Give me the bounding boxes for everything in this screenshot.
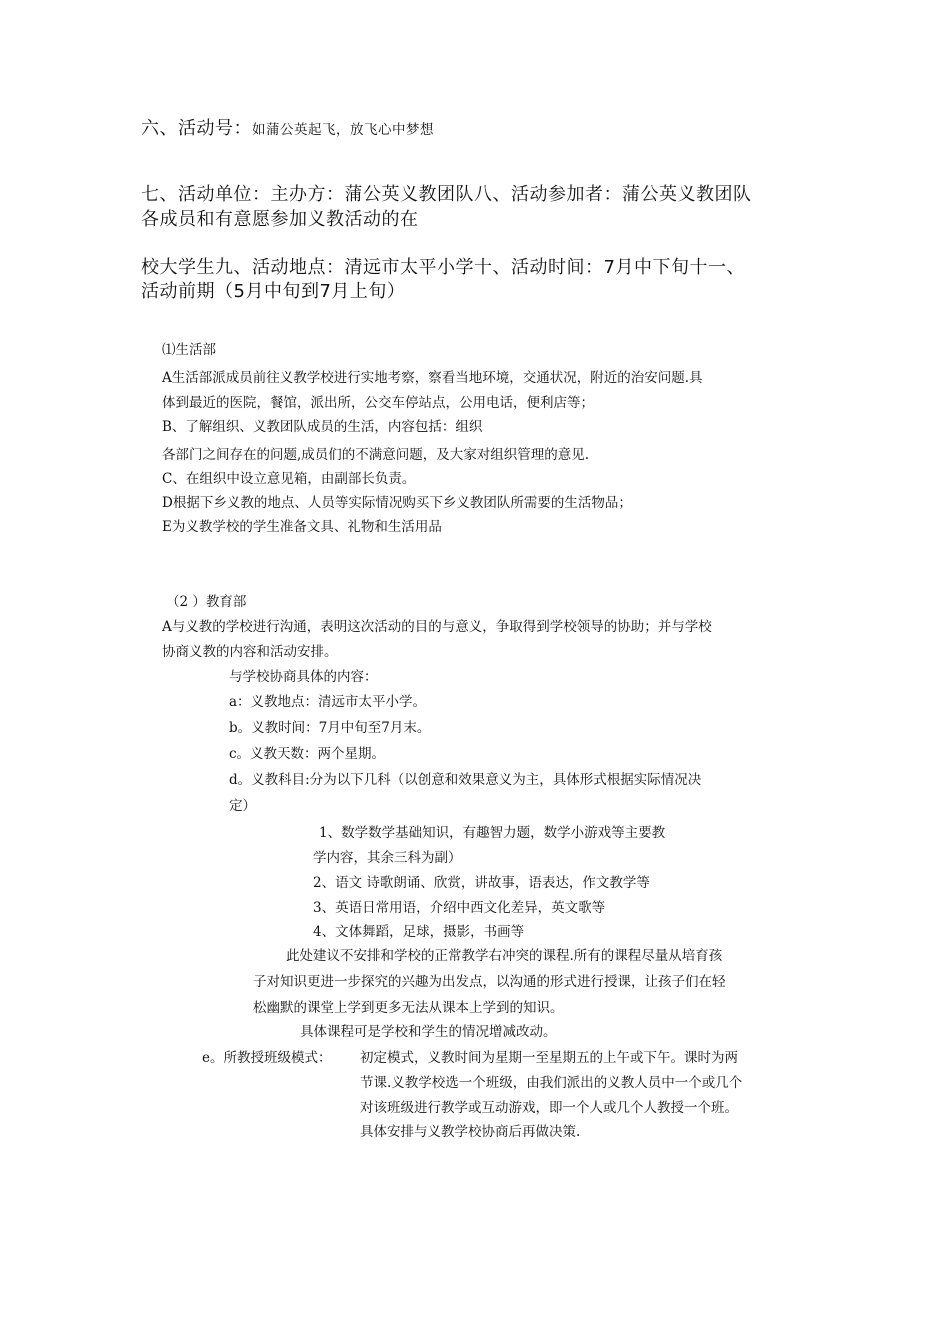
edu-dept-title: （2 ）教育部	[166, 594, 247, 610]
suggestion-line: 具体课程可是学校和学生的情况增减改动。	[300, 1024, 557, 1040]
class-mode-line: 具体安排与义教学校协商后再做决策.	[360, 1124, 581, 1140]
suggestion-line: 松幽默的课堂上学到更多无法从课本上学到的知识。	[253, 1000, 564, 1016]
class-mode-label: e。所教授班级模式：	[202, 1050, 332, 1066]
subject-line: 学内容，其余三科为副）	[313, 850, 462, 866]
life-dept-title: ⑴生活部	[162, 342, 216, 358]
section-six-text: 如蒲公英起飞，放飞心中梦想	[252, 122, 434, 138]
class-mode-line: 节课.义教学校选一个班级，由我们派出的义教人员中一个或几个	[360, 1075, 743, 1091]
suggestion-line: 子对知识更进一步探究的兴趣为出发点，以沟通的形式进行授课，让孩子们在轻	[253, 974, 726, 990]
life-dept-line: 体到最近的医院，餐馆，派出所，公交车停站点，公用电话，便利店等；	[162, 395, 594, 411]
life-dept-line: A生活部派成员前往义教学校进行实地考察，察看当地环境，交通状况，附近的治安问题.具	[162, 370, 703, 386]
life-dept-line: E为义教学校的学生准备文具、礼物和生活用品	[162, 519, 442, 535]
section-seven-line-4: 活动前期（5月中旬到7月上旬）	[141, 281, 406, 302]
life-dept-line: 各部门之间存在的问题,成员们的不满意问题，及大家对组织管理的意见.	[162, 447, 590, 463]
specifics-item: d。义教科目:分为以下几科（以创意和效果意义为主，具体形式根据实际情况决	[229, 772, 702, 788]
subject-line: 2、语文 诗歌朗诵、欣赏，讲故事，语表达，作文教学等	[313, 875, 650, 891]
class-mode-line: 对该班级进行教学或互动游戏，即一个人或几个人教授一个班。	[360, 1100, 738, 1116]
specifics-item: c。义教天数：两个星期。	[229, 746, 386, 762]
specifics-item: b。义教时间：7月中旬至7月末。	[229, 720, 431, 736]
life-dept-line: C、在组织中设立意见箱，由副部长负责。	[162, 471, 416, 487]
section-seven-line-2: 各成员和有意愿参加义教活动的在	[141, 209, 419, 230]
edu-dept-intro-line: 协商义教的内容和活动安排。	[162, 644, 338, 660]
subject-line: 1、数学数学基础知识，有趣智力题，数学小游戏等主要教	[319, 825, 666, 841]
section-six-label: 六、活动号：	[141, 118, 252, 139]
life-dept-line: B、了解组织、义教团队成员的生活，内容包括：组织	[162, 419, 483, 435]
section-seven-line-3: 校大学生九、活动地点：清远市太平小学十、活动时间：7月中下旬十一、	[141, 257, 745, 278]
section-seven-line-1: 七、活动单位：主办方：蒲公英义教团队八、活动参加者：蒲公英义教团队	[141, 184, 752, 205]
suggestion-line: 此处建议不安排和学校的正常教学右冲突的课程.所有的课程尽量从培育孩	[286, 948, 723, 964]
section-six-heading	[141, 114, 434, 140]
life-dept-line: D根据下乡义教的地点、人员等实际情况购买下乡义教团队所需要的生活物品；	[162, 495, 632, 511]
specifics-item: 定）	[229, 798, 256, 814]
edu-dept-intro-line: A与义教的学校进行沟通，表明这次活动的目的与意义，争取得到学校领导的协助；并与学校	[162, 619, 712, 635]
specifics-item: a：义教地点：清远市太平小学。	[229, 694, 427, 710]
subject-line: 3、英语日常用语，介绍中西文化差异，英文歌等	[313, 900, 606, 916]
specifics-title: 与学校协商具体的内容：	[229, 669, 378, 685]
subject-line: 4、文体舞蹈，足球，摄影，书画等	[313, 924, 525, 940]
class-mode-line: 初定模式，义教时间为星期一至星期五的上午或下午。课时为两	[360, 1050, 738, 1066]
